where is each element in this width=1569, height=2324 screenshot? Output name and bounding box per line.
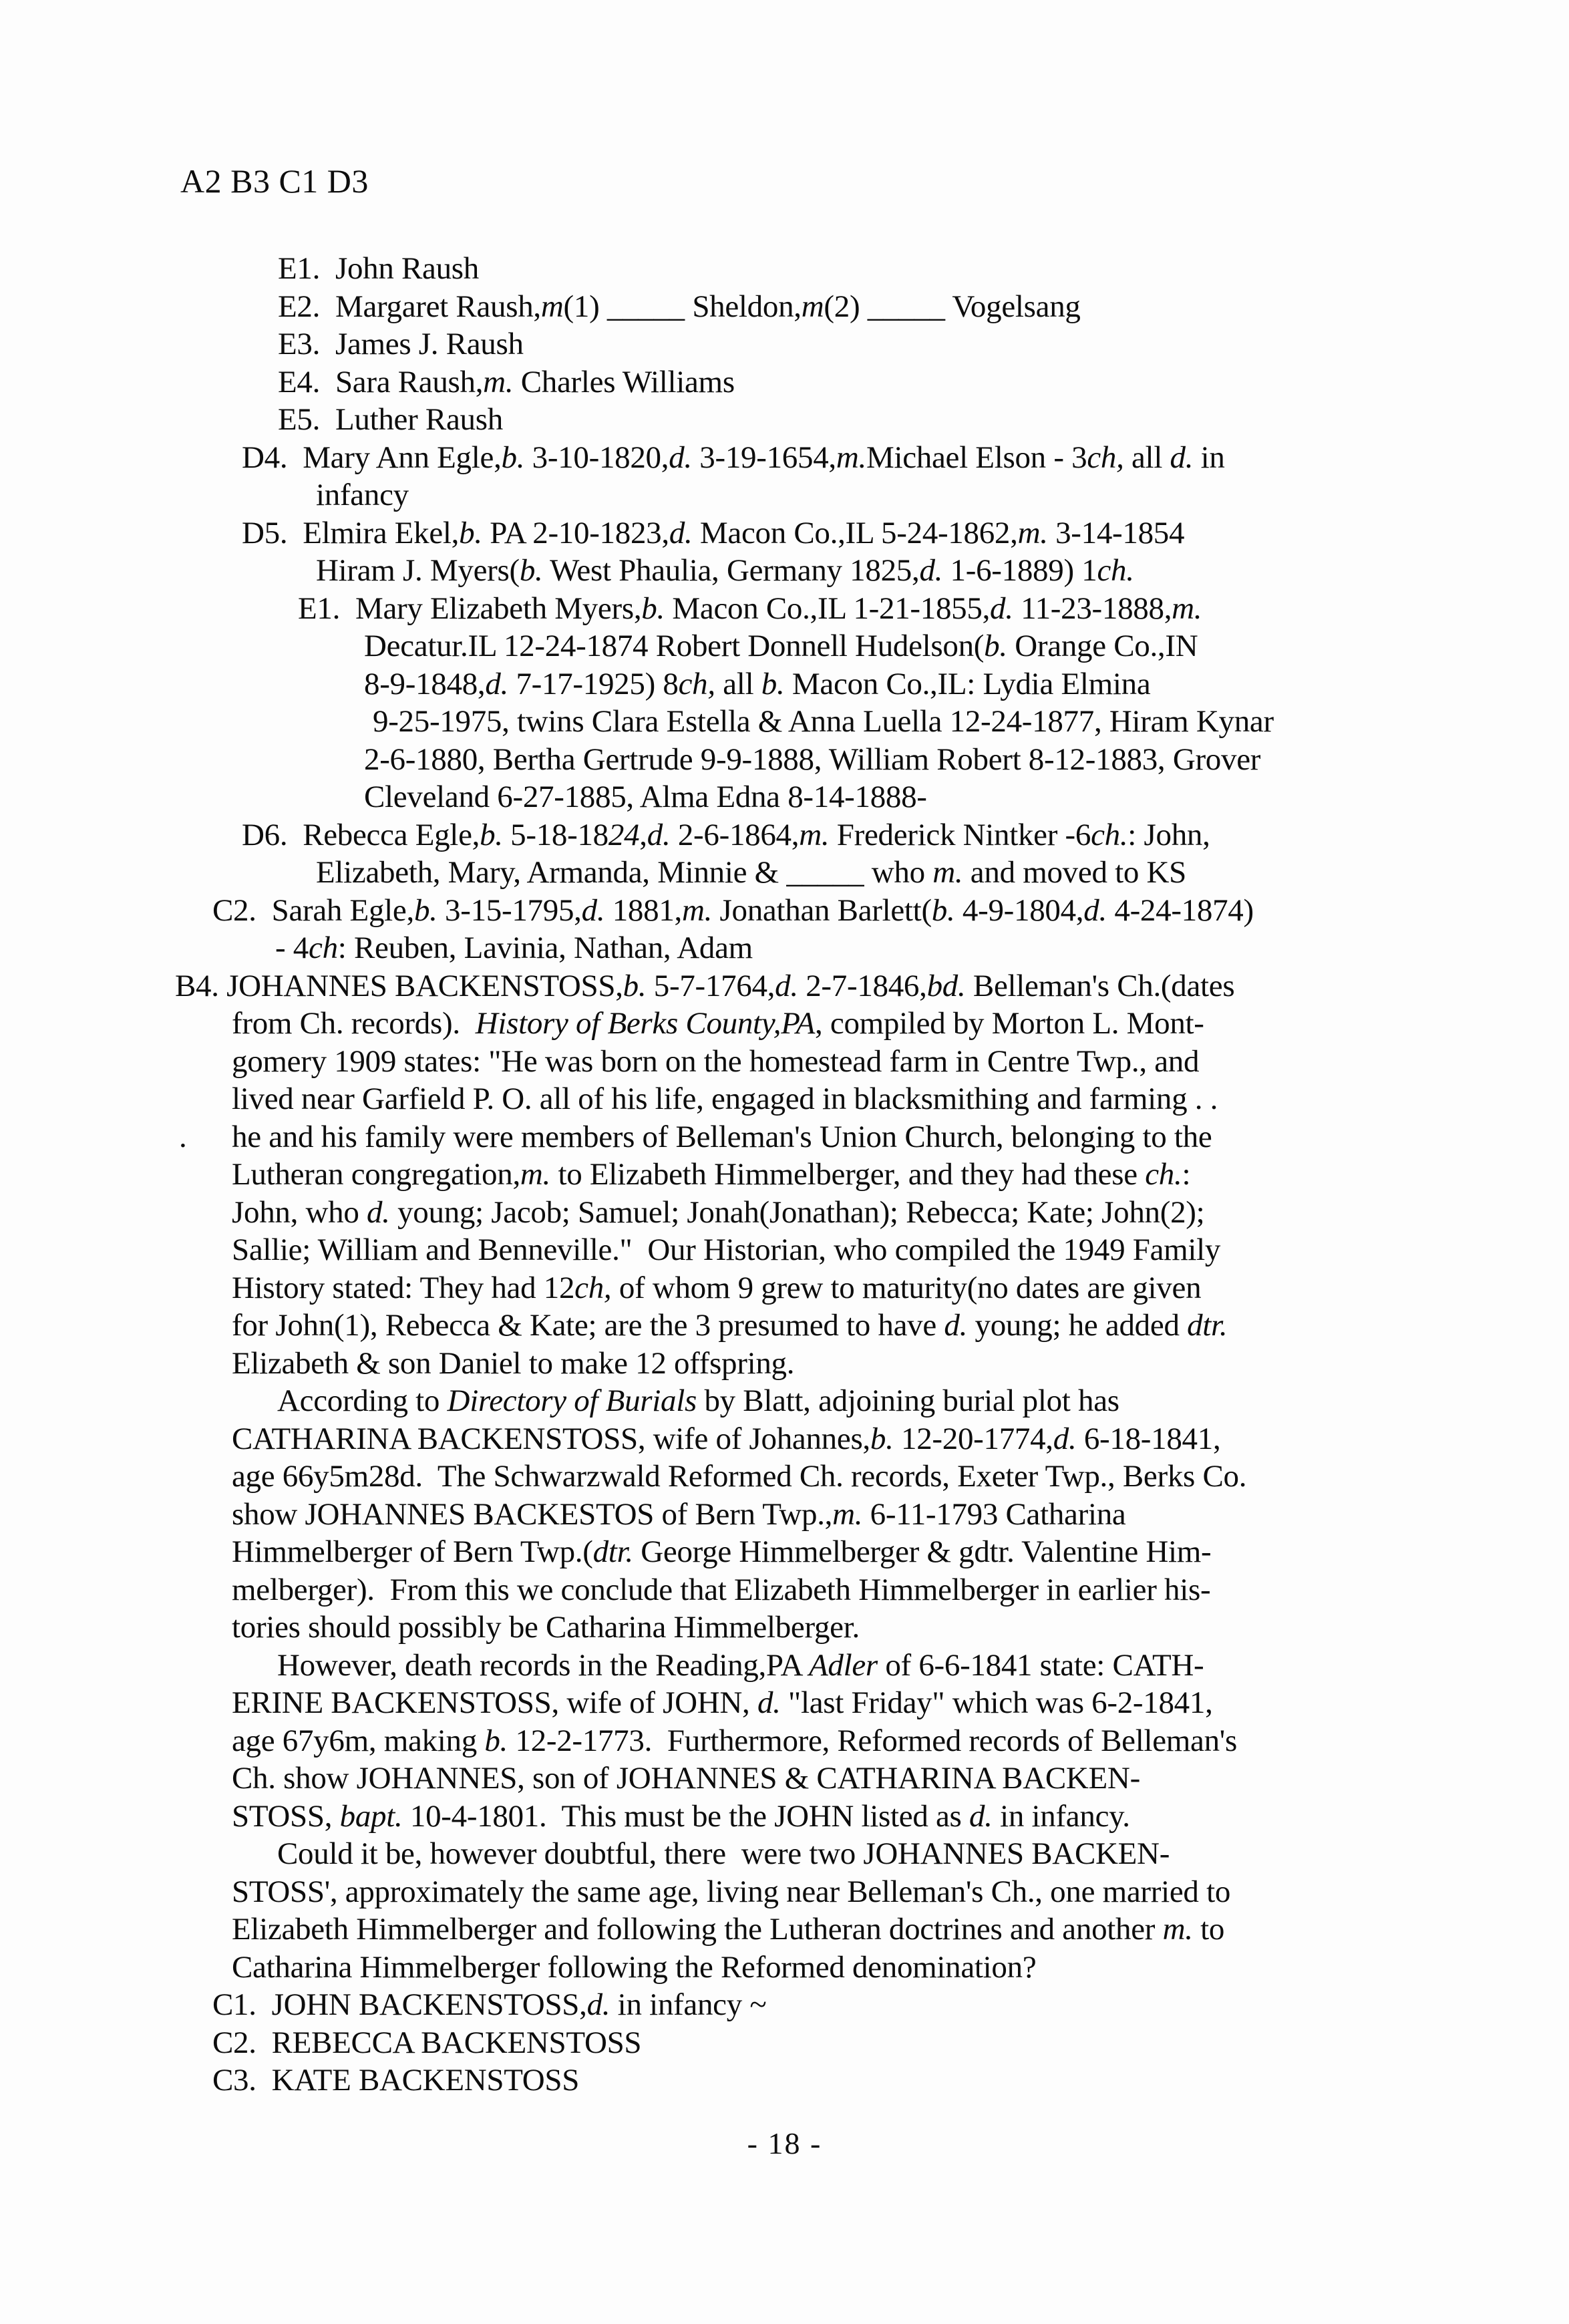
text-segment: , — [639, 817, 647, 852]
text-segment: E1. Mary Elizabeth Myers, — [298, 591, 642, 626]
text-line — [175, 967, 1569, 1005]
text-segment: CATHARINA BACKENSTOSS, wife of Johannes, — [232, 1421, 870, 1456]
text-segment: C2. REBECCA BACKENSTOSS — [212, 2025, 642, 2060]
text-line — [232, 1684, 1569, 1722]
text-line — [242, 439, 1569, 477]
text-line — [277, 1835, 1569, 1873]
text-segment: Decatur.IL 12-24-1874 Robert Donnell Hudelson( — [364, 629, 985, 663]
text-line — [232, 1873, 1569, 1911]
text-segment: STOSS, — [232, 1798, 340, 1834]
generation-code-header: A2 B3 C1 D3 — [180, 162, 369, 200]
text-segment: 7-17-1925) 8 — [508, 666, 679, 701]
text-segment: According to — [277, 1383, 448, 1418]
italic-text-segment: m. — [1162, 1912, 1193, 1947]
text-segment: E5. Luther Raush — [278, 402, 503, 437]
text-segment: Charles Williams — [513, 364, 735, 399]
text-segment: infancy — [316, 478, 409, 512]
text-line — [232, 1722, 1569, 1760]
italic-text-segment: ch, — [574, 1270, 612, 1305]
text-segment: 3-10-1820, — [524, 440, 669, 475]
text-segment: Elizabeth, Mary, Armanda, Minnie & _____ who — [316, 855, 933, 890]
italic-text-segment: m. — [932, 855, 963, 890]
text-segment: for John(1), Rebecca & Kate; are the 3 presumed to have — [232, 1308, 944, 1343]
text-line — [212, 1986, 1569, 2024]
text-segment: Orange Co.,IN — [1007, 629, 1198, 663]
text-segment: 12-20-1774, — [893, 1421, 1053, 1456]
text-segment: Hiram J. Myers( — [316, 553, 520, 588]
text-line — [277, 1647, 1569, 1685]
text-segment: 3-19-1654, — [691, 440, 836, 475]
text-segment: : — [1182, 1157, 1191, 1192]
text-segment: D6. Rebecca Egle, — [242, 817, 480, 852]
text-segment: Macon Co.,IL 1-21-1855, — [664, 591, 991, 626]
italic-text-segment: 24 — [608, 817, 640, 852]
text-segment: 1881, — [604, 892, 682, 928]
text-line — [232, 1798, 1569, 1836]
text-segment: gomery 1909 states: "He was born on the homestead farm in Centre Twp., and — [232, 1043, 1200, 1079]
italic-text-segment: dtr. — [592, 1534, 633, 1569]
italic-text-segment: b. — [870, 1421, 894, 1456]
italic-text-segment: d. — [757, 1685, 781, 1720]
italic-text-segment: b. — [931, 892, 955, 928]
text-segment: George Himmelberger & gdtr. Valentine Him- — [633, 1534, 1212, 1569]
text-segment: age 66y5m28d. The Schwarzwald Reformed Ch. records, Exeter Twp., Berks Co. — [232, 1459, 1247, 1494]
text-line — [242, 816, 1569, 854]
text-segment: ERINE BACKENSTOSS, wife of JOHN, — [232, 1685, 757, 1720]
text-segment: C1. JOHN BACKENSTOSS, — [212, 1987, 587, 2022]
text-segment: 12-2-1773. Furthermore, Reformed records of Belleman's — [508, 1723, 1237, 1758]
text-segment: Frederick Nintker -6 — [829, 817, 1091, 852]
italic-text-segment: d. — [581, 892, 605, 928]
italic-text-segment: m — [540, 289, 564, 324]
text-segment: West Phaulia, Germany 1825, — [542, 553, 920, 588]
text-segment: However, death records in the Reading,PA — [277, 1647, 809, 1683]
italic-text-segment: b. — [519, 553, 543, 588]
italic-text-segment: m. — [483, 364, 514, 399]
stray-period-mark: . — [179, 1119, 187, 1154]
text-line — [232, 1458, 1569, 1496]
text-segment: , compiled by Morton L. Mont- — [815, 1006, 1204, 1041]
text-line — [278, 325, 1569, 363]
text-segment: lived near Garfield P. O. all of his life, engaged in blacksmithing and farming . . — [232, 1082, 1218, 1116]
text-segment: E1. John Raush — [278, 251, 480, 286]
text-segment: C2. Sarah Egle, — [212, 892, 414, 928]
italic-text-segment: d. — [366, 1194, 390, 1230]
text-line — [364, 778, 1569, 816]
text-segment: 6-11-1793 Catharina — [862, 1496, 1126, 1532]
text-line — [212, 2024, 1569, 2062]
text-segment: of whom 9 grew to maturity(no dates are given — [611, 1270, 1202, 1305]
text-segment: 2-6-1880, Bertha Gertrude 9-9-1888, William Robert 8-12-1883, Grover — [364, 741, 1261, 777]
text-segment: in infancy. — [992, 1798, 1130, 1834]
text-segment: E3. James J. Raush — [278, 327, 524, 361]
italic-text-segment: d. — [919, 553, 943, 588]
text-segment: D5. Elmira Ekel, — [242, 515, 460, 550]
italic-text-segment: dtr. — [1187, 1308, 1228, 1343]
text-segment: 3-14-1854 — [1047, 515, 1185, 550]
document-text-block — [0, 250, 1569, 2100]
text-segment: 1-6-1889) 1 — [942, 553, 1097, 588]
italic-text-segment: d. — [1170, 440, 1194, 475]
text-segment: melberger). From this we conclude that Elizabeth Himmelberger in earlier his- — [232, 1572, 1211, 1607]
italic-text-segment: Adler — [808, 1647, 878, 1683]
text-line — [232, 1949, 1569, 1987]
text-segment: - 4 — [275, 931, 309, 965]
italic-text-segment: b. — [641, 591, 665, 626]
text-segment: to Elizabeth Himmelberger, and they had these — [550, 1157, 1146, 1192]
text-segment: History stated: They had 12 — [232, 1270, 575, 1305]
italic-text-segment: ch — [309, 931, 338, 965]
text-segment: Lutheran congregation, — [232, 1157, 520, 1192]
italic-text-segment: m. — [836, 440, 866, 475]
italic-text-segment: d. — [485, 666, 509, 701]
text-segment: in infancy ~ — [610, 1987, 767, 2022]
text-line — [278, 250, 1569, 288]
text-segment: Macon Co.,IL 5-24-1862, — [692, 515, 1018, 550]
text-line — [364, 665, 1569, 703]
italic-text-segment: b. — [623, 968, 647, 1003]
text-segment: 3-15-1795, — [437, 892, 582, 928]
text-segment: young; Jacob; Samuel; Jonah(Jonathan); Rebecca; Kate; John(2); — [389, 1194, 1205, 1230]
text-segment: tories should possibly be Catharina Himmelberger. — [232, 1610, 860, 1645]
text-segment: : Reuben, Lavinia, Nathan, Adam — [337, 931, 753, 965]
text-segment: and moved to KS — [963, 855, 1186, 890]
text-line — [232, 1533, 1569, 1571]
text-line — [364, 741, 1569, 779]
text-segment: Sallie; William and Benneville." Our Historian, who compiled the 1949 Family — [232, 1232, 1221, 1267]
text-line — [316, 552, 1569, 590]
text-segment: from Ch. records). — [232, 1006, 476, 1041]
italic-text-segment: b. — [480, 817, 503, 852]
text-line — [232, 1345, 1569, 1383]
italic-text-segment: d. — [775, 968, 798, 1003]
text-line — [373, 703, 1569, 741]
text-line — [179, 1118, 1569, 1156]
italic-text-segment: d. — [586, 1987, 611, 2022]
text-line — [232, 1911, 1569, 1949]
italic-text-segment: m — [801, 289, 824, 324]
italic-text-segment: d. — [1083, 892, 1107, 928]
text-segment: John, who — [232, 1194, 367, 1230]
italic-text-segment: b. — [984, 629, 1007, 663]
text-segment: 10-4-1801. This must be the JOHN listed as — [402, 1798, 969, 1834]
text-segment: Michael Elson - 3 — [866, 440, 1087, 475]
italic-text-segment: ch. — [1145, 1157, 1182, 1192]
text-line — [232, 1156, 1569, 1194]
text-line — [212, 892, 1569, 930]
text-line — [316, 854, 1569, 892]
text-segment: 4-9-1804, — [954, 892, 1084, 928]
text-segment: Ch. show JOHANNES, son of JOHANNES & CATHARINA BACKEN- — [232, 1761, 1140, 1796]
italic-text-segment: d. — [647, 817, 671, 852]
text-segment: by Blatt, adjoining burial plot has — [697, 1383, 1119, 1418]
text-line — [212, 2061, 1569, 2100]
italic-text-segment: b. — [459, 515, 482, 550]
text-segment: show JOHANNES BACKESTOS of Bern Twp., — [232, 1496, 833, 1532]
text-segment: Could it be, however doubtful, there were two JOHANNES BACKEN- — [277, 1836, 1170, 1871]
text-segment: 11-23-1888, — [1013, 591, 1172, 626]
text-line — [232, 1269, 1569, 1307]
text-line — [278, 363, 1569, 401]
italic-text-segment: ch. — [1097, 553, 1134, 588]
text-segment: 4-24-1874) — [1106, 892, 1254, 928]
text-line — [364, 627, 1569, 665]
text-line — [232, 1307, 1569, 1345]
italic-text-segment: History of Berks County,PA — [475, 1006, 815, 1041]
text-segment: 2-6-1864, — [670, 817, 800, 852]
text-segment: young; he added — [967, 1308, 1188, 1343]
italic-text-segment: Directory of Burials — [447, 1383, 697, 1418]
text-line — [232, 1005, 1569, 1043]
italic-text-segment: b. — [413, 892, 438, 928]
italic-text-segment: bd. — [926, 968, 966, 1003]
italic-text-segment: b. — [501, 440, 525, 475]
text-line — [232, 1609, 1569, 1647]
text-segment: Catharina Himmelberger following the Reformed denomination? — [232, 1949, 1037, 1985]
italic-text-segment: d. — [969, 1798, 993, 1834]
text-segment: Elizabeth & son Daniel to make 12 offspring. — [232, 1345, 795, 1381]
text-segment: Macon Co.,IL: Lydia Elmina — [784, 666, 1151, 701]
italic-text-segment: b. — [484, 1723, 508, 1758]
text-segment: E2. Margaret Raush, — [278, 289, 541, 324]
text-line — [232, 1420, 1569, 1458]
text-line — [275, 929, 1569, 967]
text-segment: 2-7-1846, — [798, 968, 927, 1003]
text-segment: E4. Sara Raush, — [278, 364, 484, 399]
italic-text-segment: m. — [520, 1157, 550, 1192]
text-segment: 6-18-1841, — [1076, 1421, 1221, 1456]
italic-text-segment: ch. — [1091, 817, 1128, 852]
text-line — [232, 1760, 1569, 1798]
italic-text-segment: m. — [1172, 591, 1202, 626]
text-segment: in — [1193, 440, 1225, 475]
text-segment: Belleman's Ch.(dates — [965, 968, 1235, 1003]
text-segment: 8-9-1848, — [364, 666, 486, 701]
text-segment: to — [1192, 1912, 1225, 1947]
text-segment: D4. Mary Ann Egle, — [242, 440, 502, 475]
text-segment: (2) _____ Vogelsang — [824, 289, 1081, 324]
text-segment: 5-7-1764, — [646, 968, 775, 1003]
text-segment: Cleveland 6-27-1885, Alma Edna 8-14-1888- — [364, 780, 927, 814]
text-line — [277, 1382, 1569, 1420]
text-segment: C3. KATE BACKENSTOSS — [212, 2063, 580, 2098]
text-segment: of 6-6-1841 state: CATH- — [877, 1647, 1204, 1683]
italic-text-segment: m. — [681, 892, 713, 928]
italic-text-segment: d. — [944, 1308, 968, 1343]
text-segment: "last Friday" which was 6-2-1841, — [780, 1685, 1213, 1720]
text-line — [232, 1194, 1569, 1232]
text-line — [232, 1080, 1569, 1118]
text-segment: 9-25-1975, twins Clara Estella & Anna Luella 12-24-1877, Hiram Kynar — [373, 704, 1274, 739]
italic-text-segment: ch, — [1087, 440, 1124, 475]
text-segment: Himmelberger of Bern Twp.( — [232, 1534, 593, 1569]
text-segment: all — [715, 666, 761, 701]
italic-text-segment: m. — [799, 817, 830, 852]
text-line — [242, 514, 1569, 552]
italic-text-segment: ch, — [678, 666, 715, 701]
text-line — [278, 401, 1569, 439]
text-segment: (1) _____ Sheldon, — [563, 289, 802, 324]
text-segment: Elizabeth Himmelberger and following the Lutheran doctrines and another — [232, 1912, 1163, 1947]
italic-text-segment: d. — [1053, 1421, 1077, 1456]
italic-text-segment: b. — [761, 666, 785, 701]
italic-text-segment: m. — [1017, 515, 1048, 550]
page-number: - 18 - — [747, 2126, 822, 2160]
italic-text-segment: m. — [832, 1496, 863, 1532]
italic-text-segment: bapt. — [339, 1798, 403, 1834]
text-line — [232, 1043, 1569, 1081]
italic-text-segment: d. — [669, 440, 692, 475]
text-segment: age 67y6m, making — [232, 1723, 485, 1758]
text-segment: : John, — [1127, 817, 1210, 852]
text-segment: B4. JOHANNES BACKENSTOSS, — [175, 968, 623, 1003]
text-segment: STOSS', approximately the same age, living near Belleman's Ch., one married to — [232, 1874, 1231, 1909]
text-segment: 5-18-18 — [502, 817, 608, 852]
text-segment: all — [1123, 440, 1170, 475]
text-segment: Jonathan Barlett( — [712, 892, 932, 928]
text-segment: PA 2-10-1823, — [482, 515, 669, 550]
text-line — [278, 288, 1569, 326]
text-segment: he and his family were members of Belleman's Union Church, belonging to the — [232, 1119, 1212, 1154]
text-line — [316, 476, 1569, 514]
text-line — [232, 1231, 1569, 1269]
text-line — [298, 590, 1569, 628]
italic-text-segment: d. — [669, 515, 693, 550]
italic-text-segment: d. — [990, 591, 1013, 626]
text-line — [232, 1496, 1569, 1534]
text-line — [232, 1571, 1569, 1609]
